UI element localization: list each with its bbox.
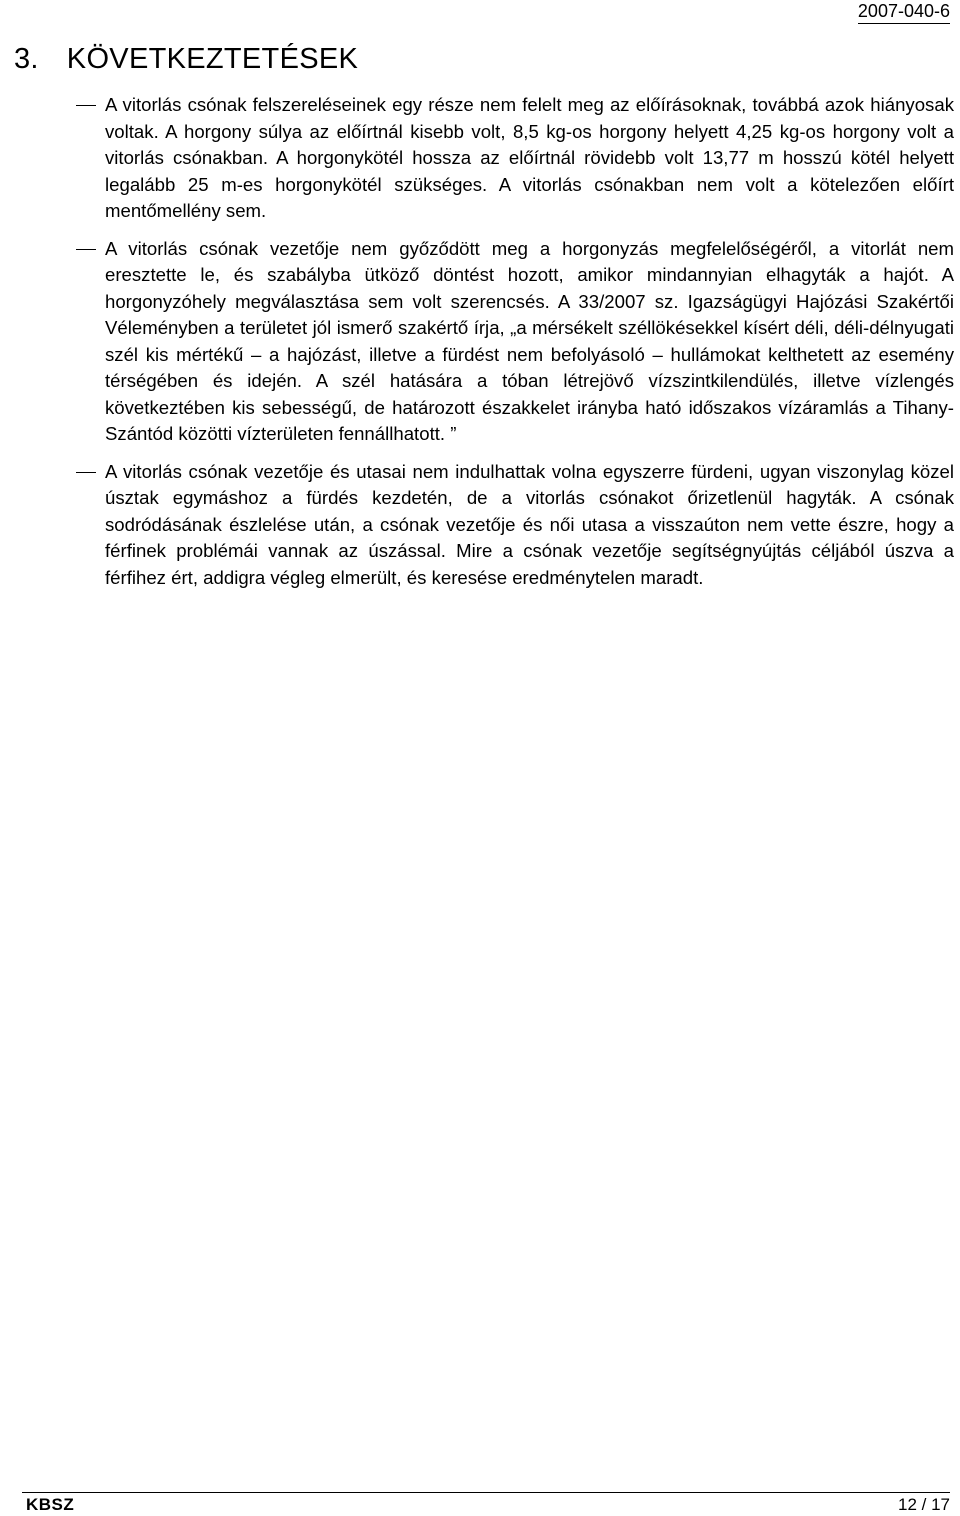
dash-bullet-icon: [76, 105, 96, 106]
list-item-text: A vitorlás csónak felszereléseinek egy része nem felelt meg az előírásoknak, továbbá azok hiányosak voltak. A horgony súlya az előírtnál kisebb volt, 8,5 kg-os horgony helyett 4,25 kg-os horgony volt a vitorlás csónakban. A horgonykötél hossza az előírtnál rövidebb volt 13,77 m hosszú kötél helyett legalább 25 m-es horgonykötél szükséges. A vitorlás csónakban nem volt a kötelezően előírt mentőmellény sem.: [105, 94, 954, 221]
list-item-text: A vitorlás csónak vezetője és utasai nem indulhattak volna egyszerre fürdeni, ugyan viszonylag közel úsztak egymáshoz a fürdés kezdetén, de a vitorlás csónakot őrizetlenül hagyták. A csónak sodródásának észlelése után, a csónak vezetője és női utasa a visszaúton nem vette észre, hogy a férfinek problémái vannak az úszással. Mire a csónak vezetője segítségnyújtás céljából úszva a férfihez ért, addigra végleg elmerült, és keresése eredménytelen maradt.: [105, 460, 954, 588]
kbsz-logo: KBSZ: [26, 1495, 75, 1514]
page-footer: [22, 1492, 950, 1516]
dash-bullet-icon: [76, 249, 96, 250]
list-item: [0, 236, 960, 448]
dash-bullet-icon: [76, 472, 96, 473]
list-item: [0, 92, 960, 225]
section-heading: [14, 40, 358, 78]
section-number: 3.: [14, 43, 39, 75]
document-id: 2007-040-6: [858, 0, 950, 24]
section-title: KÖVETKEZTETÉSEK: [66, 43, 359, 75]
page-number: 12 / 17: [898, 1495, 950, 1514]
list-item-text: A vitorlás csónak vezetője nem győződött meg a horgonyzás megfelelőségéről, a vitorlát nem eresztette le, és szabályba ütköző döntést hozott, amikor mindannyian elhagyták a hajót. A horgonyzóhely megválasztása sem volt szerencsés. A 33/2007 sz. Igazságügyi Hajózási Szakértői Véleményben a területet jól ismerő szakértő írja, „a mérsékelt széllökésekkel kísért déli, déli-délnyugati szél kis mértékű – a hajózást, illetve a fürdést nem befolyásoló – hullámokat kelthetett az esemény térségében és idején. A szél hatására a tóban létrejövő vízszintkilendülés, illetve vízlengés következtében kis sebességű, de határozott északkelet irányba ható időszakos vízáramlás a Tihany-Szántód közötti vízterületen fennállhatott. ”: [105, 237, 954, 444]
conclusions-list: [0, 92, 960, 602]
list-item: [0, 459, 960, 592]
